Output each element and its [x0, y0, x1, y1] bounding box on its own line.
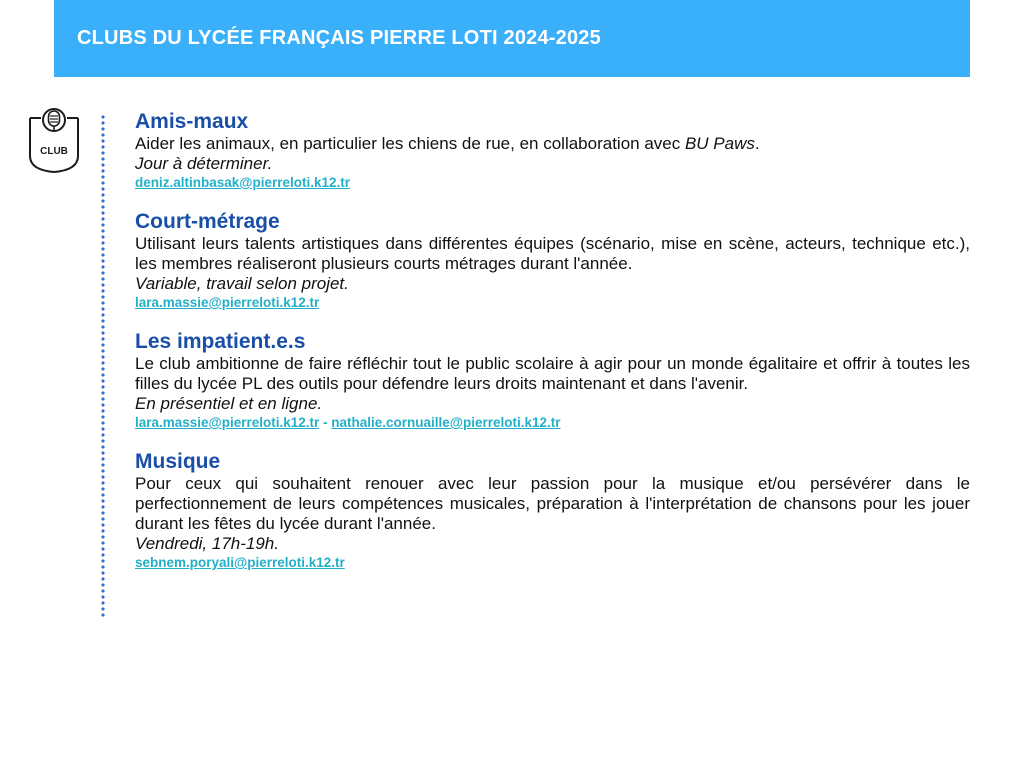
club-description: Pour ceux qui souhaitent renouer avec leur passion pour la musique et/ou persévérer dans le perfectionnement de leurs compétences musicales, préparation à l'interprétation de chansons pour les jouer durant les fêtes du lycée durant l'année. — [135, 474, 970, 533]
club-musique — [135, 450, 970, 571]
club-schedule: En présentiel et en ligne. — [135, 394, 323, 413]
club-description: Utilisant leurs talents artistiques dans différentes équipes (scénario, mise en scène, acteurs, technique etc.), les membres réaliseront plusieurs courts métrages durant l'année. — [135, 234, 970, 273]
club-contacts — [135, 294, 970, 311]
badge-label: CLUB — [40, 146, 68, 157]
club-title: Musique — [135, 450, 221, 473]
club-contacts — [135, 174, 970, 191]
microphone-icon — [27, 106, 81, 174]
club-title: Court-métrage — [135, 210, 280, 233]
club-description: Aider les animaux, en particulier les chiens de rue, en collaboration avec BU Paws. — [135, 134, 760, 153]
club-description: Le club ambitionne de faire réfléchir tout le public scolaire à agir pour un monde égalitaire et offrir à toutes les filles du lycée PL des outils pour défendre leurs droits maintenant et dans l'avenir. — [135, 354, 970, 393]
club-schedule: Jour à déterminer. — [135, 154, 273, 173]
club-contacts — [135, 554, 970, 571]
club-court-metrage — [135, 210, 970, 311]
club-schedule: Vendredi, 17h-19h. — [135, 534, 279, 553]
club-schedule: Variable, travail selon projet. — [135, 274, 349, 293]
club-title: Amis-maux — [135, 110, 249, 133]
club-amis-maux — [135, 110, 970, 191]
club-badge — [27, 106, 81, 174]
clubs-list — [135, 110, 970, 590]
contact-email-link[interactable]: lara.massie@pierreloti.k12.tr — [135, 295, 320, 310]
header-banner — [54, 0, 970, 77]
contact-email-link[interactable]: nathalie.cornuaille@pierreloti.k12.tr — [331, 415, 561, 430]
contact-email-link[interactable]: deniz.altinbasak@pierreloti.k12.tr — [135, 175, 350, 190]
club-les-impatients — [135, 330, 970, 431]
club-title: Les impatient.e.s — [135, 330, 306, 353]
contact-email-link[interactable]: sebnem.poryali@pierreloti.k12.tr — [135, 555, 345, 570]
contact-email-link[interactable]: lara.massie@pierreloti.k12.tr — [135, 415, 320, 430]
dotted-divider — [101, 114, 105, 618]
club-contacts — [135, 414, 970, 431]
page-title: CLUBS DU LYCÉE FRANÇAIS PIERRE LOTI 2024-2025 — [77, 27, 601, 49]
contact-separator: - — [319, 415, 332, 430]
